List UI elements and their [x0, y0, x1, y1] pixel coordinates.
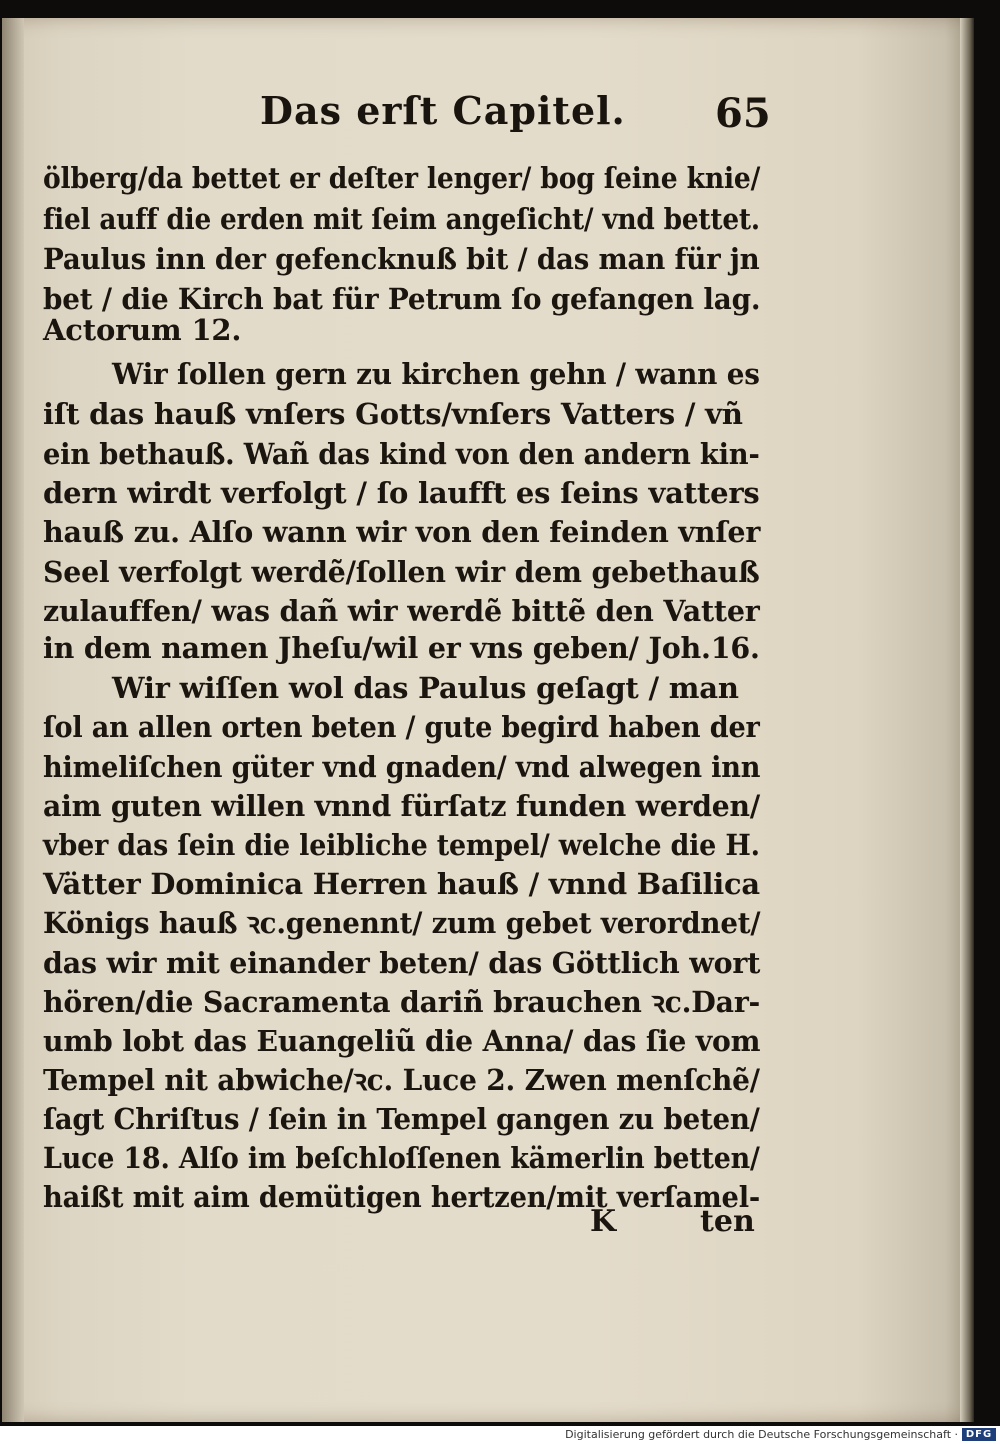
text-line: dern wirdt verfolgt / ſo laufft es ſeins vatters [43, 476, 760, 510]
text-line: zulauffen/ was dañ wir werdẽ bittẽ den Vatter [43, 594, 760, 628]
text-line: umb lobt das Euangeliũ die Anna/ das ſie vom [43, 1024, 761, 1058]
text-line: hören/die Sacramenta dariñ brauchen ꝛc.Dar- [43, 985, 761, 1019]
paragraph-first-line: Wir ſollen gern zu kirchen gehn / wann es [112, 357, 760, 391]
paragraph-first-line: Wir wiſſen wol das Paulus geſagt / man [112, 671, 739, 705]
text-line: ſagt Chriſtus / ſein in Tempel gangen zu beten/ [43, 1102, 760, 1136]
text-line: in dem namen Jheſu/wil er vns geben/ Joh.16. [43, 631, 760, 665]
dfg-logo: DFG [962, 1428, 996, 1441]
text-line: Luce 18. Alſo im beſchloſſenen kämerlin betten/ [43, 1141, 760, 1175]
digitization-footer [0, 1426, 1000, 1444]
text-line: haißt mit aim demütigen hertzen/mit verſamel- [43, 1180, 761, 1214]
text-line: Vätter Dominica Herren hauß / vnnd Baſilica [43, 867, 760, 901]
page-number: 65 [715, 90, 771, 137]
signature-mark: K [590, 1204, 617, 1239]
text-line: ein bethauß. Wañ das kind von den andern kin- [43, 437, 760, 471]
catchword: ten [700, 1204, 755, 1239]
text-line: Tempel nit abwiche/ꝛc. Luce 2. Zwen menſchẽ/ [43, 1063, 760, 1097]
text-line: vber das ſein die leibliche tempel/ welche die H. [43, 828, 760, 862]
funding-credit: Digitalisierung gefördert durch die Deutsche Forschungsgemeinschaft · [565, 1428, 958, 1441]
text-line: bet / die Kirch bat für Petrum ſo gefangen lag. [43, 282, 761, 316]
running-head [250, 88, 770, 144]
text-line: ſol an allen orten beten / gute begird haben der [43, 710, 760, 744]
text-line: ölberg/da bettet er deſter lenger/ bog ſeine knie/ [43, 161, 761, 195]
text-line: Paulus inn der gefencknuß bit / das man für jn [43, 242, 760, 276]
text-line: Actorum 12. [43, 313, 242, 347]
text-line: iſt das hauß vnſers Gotts/vnſers Vatters / vñ [43, 397, 743, 431]
text-line: hauß zu. Alſo wann wir von den feinden vnſer [43, 515, 761, 549]
text-line: das wir mit einander beten/ das Göttlich wort [43, 946, 761, 980]
text-line: Seel verfolgt werdẽ/ſollen wir dem gebethauß [43, 555, 760, 589]
text-line: Königs hauß ꝛc.genennt/ zum gebet verordnet/ [43, 906, 761, 940]
text-line: aim guten willen vnnd fürſatz funden werden/ [43, 789, 760, 823]
text-line: fiel auff die erden mit ſeim angeſicht/ vnd bettet. [43, 202, 760, 236]
chapter-heading: Das erſt Capitel. [260, 88, 626, 133]
text-line: himeliſchen güter vnd gnaden/ vnd alwegen inn [43, 750, 761, 784]
